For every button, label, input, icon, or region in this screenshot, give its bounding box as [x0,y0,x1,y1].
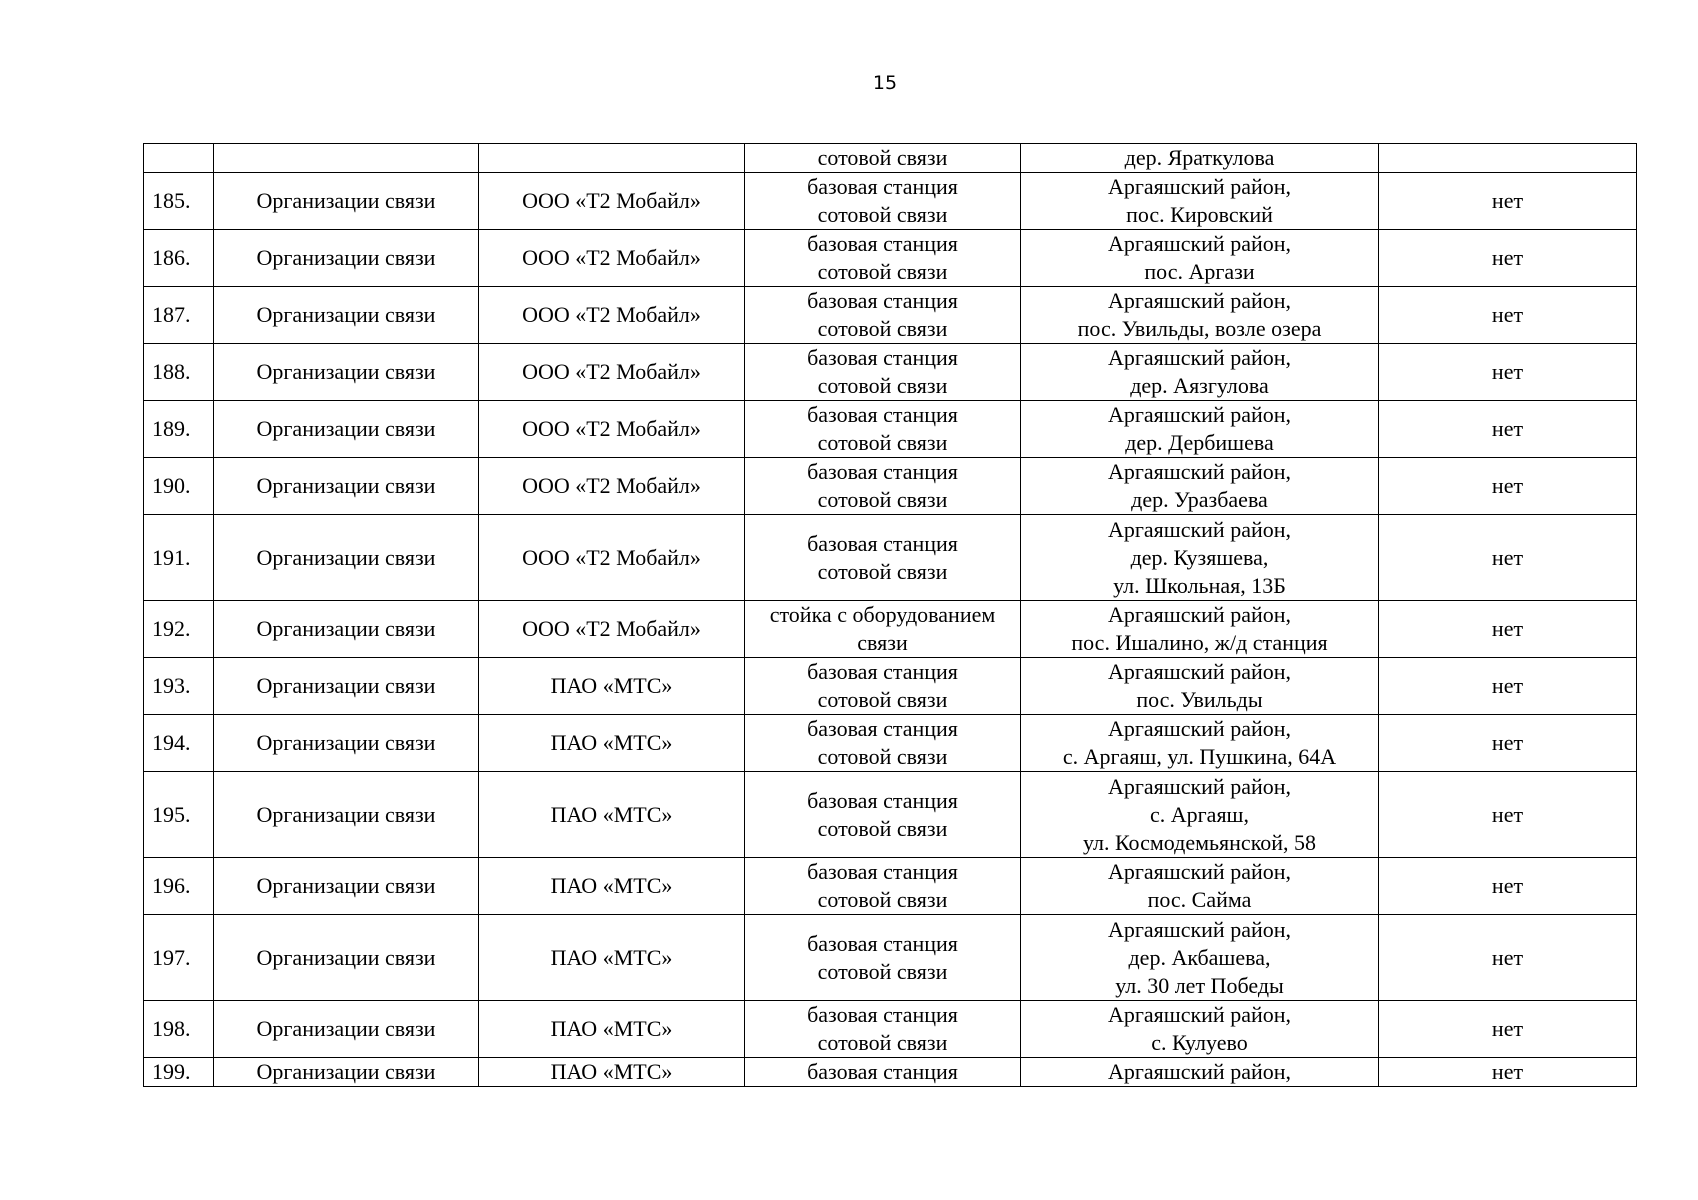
object-cell-line: сотовой связи [817,487,948,512]
table-body [144,144,1637,1087]
address-cell-line: Аргаяшский район, [1107,1002,1292,1027]
address-cell [1021,915,1379,1001]
organization-type-cell: Организации связи [214,458,479,515]
address-cell-line: пос. Ишалино, ж/д станция [1071,630,1328,655]
organization-name-cell: ООО «Т2 Мобайл» [479,601,745,658]
address-cell-line: Аргаяшский район, [1107,288,1292,313]
organization-type-cell: Организации связи [214,715,479,772]
object-cell-line: сотовой связи [817,815,948,841]
object-cell [745,658,1021,715]
object-cell [745,401,1021,458]
object-cell [745,230,1021,287]
note-cell: нет [1379,1001,1637,1058]
address-cell [1021,1001,1379,1058]
object-cell-line: базовая станция [807,530,958,556]
row-number-cell: 197. [144,915,214,1001]
row-number-cell: 186. [144,230,214,287]
object-cell-line: сотовой связи [817,958,948,984]
table-row [144,173,1637,230]
note-cell: нет [1379,601,1637,658]
address-cell-line: Аргаяшский район, [1107,773,1292,799]
object-cell-line: сотовой связи [817,145,948,170]
organization-type-cell [214,144,479,173]
organization-name-cell: ПАО «МТС» [479,715,745,772]
object-cell [745,601,1021,658]
address-cell-line: Аргаяшский район, [1107,716,1292,741]
address-cell [1021,287,1379,344]
address-cell-line: пос. Аргази [1144,259,1255,284]
table-row [144,658,1637,715]
object-cell-line: базовая станция [807,930,958,956]
address-cell-line: пос. Сайма [1147,887,1252,912]
row-number-cell: 188. [144,344,214,401]
object-cell [745,915,1021,1001]
organization-name-cell: ПАО «МТС» [479,772,745,858]
address-cell-line: пос. Кировский [1126,202,1273,227]
address-cell [1021,1058,1379,1087]
row-number-cell: 195. [144,772,214,858]
address-cell-line: Аргаяшский район, [1107,659,1292,684]
organization-name-cell: ООО «Т2 Мобайл» [479,173,745,230]
address-cell-line: дер. Кузяшева, [1130,544,1269,570]
organization-type-cell: Организации связи [214,401,479,458]
object-cell [745,715,1021,772]
table-row [144,287,1637,344]
address-cell [1021,144,1379,173]
organization-name-cell: ПАО «МТС» [479,658,745,715]
address-cell [1021,658,1379,715]
note-cell: нет [1379,1058,1637,1087]
organization-type-cell: Организации связи [214,658,479,715]
organization-name-cell: ООО «Т2 Мобайл» [479,458,745,515]
note-cell: нет [1379,344,1637,401]
note-cell: нет [1379,458,1637,515]
object-cell-line: базовая станция [807,659,958,684]
object-cell [745,1001,1021,1058]
organization-type-cell: Организации связи [214,515,479,601]
address-cell [1021,858,1379,915]
table-row [144,601,1637,658]
object-cell-line: сотовой связи [817,558,948,584]
address-cell-line: ул. Космодемьянской, 58 [1082,829,1317,855]
table-row [144,230,1637,287]
note-cell: нет [1379,658,1637,715]
object-cell [745,858,1021,915]
table-row [144,1058,1637,1087]
table-row [144,858,1637,915]
organization-name-cell: ПАО «МТС» [479,1058,745,1087]
organization-type-cell: Организации связи [214,601,479,658]
organization-type-cell: Организации связи [214,173,479,230]
note-cell: нет [1379,915,1637,1001]
object-cell-line: базовая станция [807,859,958,884]
address-cell-line: дер. Уразбаева [1131,487,1268,512]
object-cell-line: базовая станция [807,402,958,427]
table-row [144,772,1637,858]
organization-name-cell: ООО «Т2 Мобайл» [479,230,745,287]
organization-name-cell: ПАО «МТС» [479,1001,745,1058]
object-cell-line: сотовой связи [817,887,948,912]
address-cell [1021,601,1379,658]
table-row [144,1001,1637,1058]
row-number-cell: 198. [144,1001,214,1058]
row-number-cell: 192. [144,601,214,658]
address-cell-line: Аргаяшский район, [1107,402,1292,427]
organization-name-cell [479,144,745,173]
object-cell [745,515,1021,601]
row-number-cell: 199. [144,1058,214,1087]
object-cell-line: стойка с оборудованием [769,602,996,627]
organization-name-cell: ООО «Т2 Мобайл» [479,287,745,344]
object-cell-line: сотовой связи [817,430,948,455]
object-cell-line: сотовой связи [817,259,948,284]
table-row [144,458,1637,515]
object-cell-line: сотовой связи [817,687,948,712]
address-cell-line: Аргаяшский район, [1107,916,1292,942]
address-cell-line: дер. Яраткулова [1124,145,1275,170]
organization-type-cell: Организации связи [214,287,479,344]
object-cell [745,173,1021,230]
object-cell-line: базовая станция [807,787,958,813]
organization-name-cell: ООО «Т2 Мобайл» [479,401,745,458]
row-number-cell: 190. [144,458,214,515]
object-cell-line: базовая станция [807,174,958,199]
note-cell: нет [1379,401,1637,458]
organization-name-cell: ПАО «МТС» [479,915,745,1001]
objects-table [143,143,1637,1087]
object-cell [745,458,1021,515]
organization-type-cell: Организации связи [214,344,479,401]
note-cell: нет [1379,173,1637,230]
organization-type-cell: Организации связи [214,230,479,287]
table-row [144,144,1637,173]
note-cell: нет [1379,515,1637,601]
address-cell-line: пос. Увильды, возле озера [1077,316,1322,341]
object-cell-line: базовая станция [807,345,958,370]
organization-name-cell: ООО «Т2 Мобайл» [479,515,745,601]
row-number-cell: 194. [144,715,214,772]
address-cell [1021,715,1379,772]
organization-type-cell: Организации связи [214,1001,479,1058]
address-cell-line: ул. 30 лет Победы [1115,972,1284,998]
organization-type-cell: Организации связи [214,1058,479,1087]
table-row [144,515,1637,601]
address-cell-line: дер. Дербишева [1125,430,1274,455]
organization-type-cell: Организации связи [214,915,479,1001]
address-cell-line: ул. Школьная, 13Б [1113,572,1286,598]
object-cell-line: базовая станция [807,1059,958,1084]
table-row [144,915,1637,1001]
note-cell: нет [1379,715,1637,772]
object-cell-line: базовая станция [807,1002,958,1027]
object-cell-line: сотовой связи [817,373,948,398]
address-cell [1021,515,1379,601]
organization-type-cell: Организации связи [214,858,479,915]
address-cell-line: с. Аргаяш, ул. Пушкина, 64А [1062,744,1337,769]
address-cell-line: Аргаяшский район, [1107,516,1292,542]
row-number-cell: 187. [144,287,214,344]
address-cell [1021,344,1379,401]
object-cell [745,144,1021,173]
object-cell-line: связи [857,630,908,655]
address-cell [1021,401,1379,458]
object-cell [745,1058,1021,1087]
address-cell-line: Аргаяшский район, [1107,174,1292,199]
address-cell-line: Аргаяшский район, [1107,602,1292,627]
address-cell-line: с. Аргаяш, [1150,801,1249,827]
address-cell-line: Аргаяшский район, [1107,459,1292,484]
address-cell-line: с. Кулуево [1151,1030,1248,1055]
row-number-cell: 185. [144,173,214,230]
object-cell-line: сотовой связи [817,1030,948,1055]
address-cell [1021,230,1379,287]
object-cell-line: базовая станция [807,459,958,484]
note-cell: нет [1379,772,1637,858]
table-row [144,715,1637,772]
table-row [144,401,1637,458]
note-cell: нет [1379,230,1637,287]
object-cell-line: базовая станция [807,288,958,313]
row-number-cell [144,144,214,173]
address-cell-line: Аргаяшский район, [1107,231,1292,256]
organization-name-cell: ПАО «МТС» [479,858,745,915]
row-number-cell: 196. [144,858,214,915]
object-cell [745,344,1021,401]
object-cell [745,287,1021,344]
address-cell-line: Аргаяшский район, [1107,859,1292,884]
address-cell-line: пос. Увильды [1136,687,1263,712]
object-cell-line: сотовой связи [817,316,948,341]
object-cell-line: базовая станция [807,231,958,256]
note-cell [1379,144,1637,173]
organization-type-cell: Организации связи [214,772,479,858]
object-cell-line: базовая станция [807,716,958,741]
address-cell [1021,173,1379,230]
object-cell-line: сотовой связи [817,202,948,227]
row-number-cell: 193. [144,658,214,715]
address-cell [1021,458,1379,515]
address-cell-line: дер. Акбашева, [1128,944,1271,970]
address-cell-line: Аргаяшский район, [1107,1059,1292,1084]
table-row [144,344,1637,401]
organization-name-cell: ООО «Т2 Мобайл» [479,344,745,401]
note-cell: нет [1379,287,1637,344]
row-number-cell: 191. [144,515,214,601]
object-cell-line: сотовой связи [817,744,948,769]
object-cell [745,772,1021,858]
note-cell: нет [1379,858,1637,915]
page-number: 15 [872,72,898,94]
address-cell [1021,772,1379,858]
row-number-cell: 189. [144,401,214,458]
address-cell-line: дер. Аязгулова [1130,373,1269,398]
address-cell-line: Аргаяшский район, [1107,345,1292,370]
